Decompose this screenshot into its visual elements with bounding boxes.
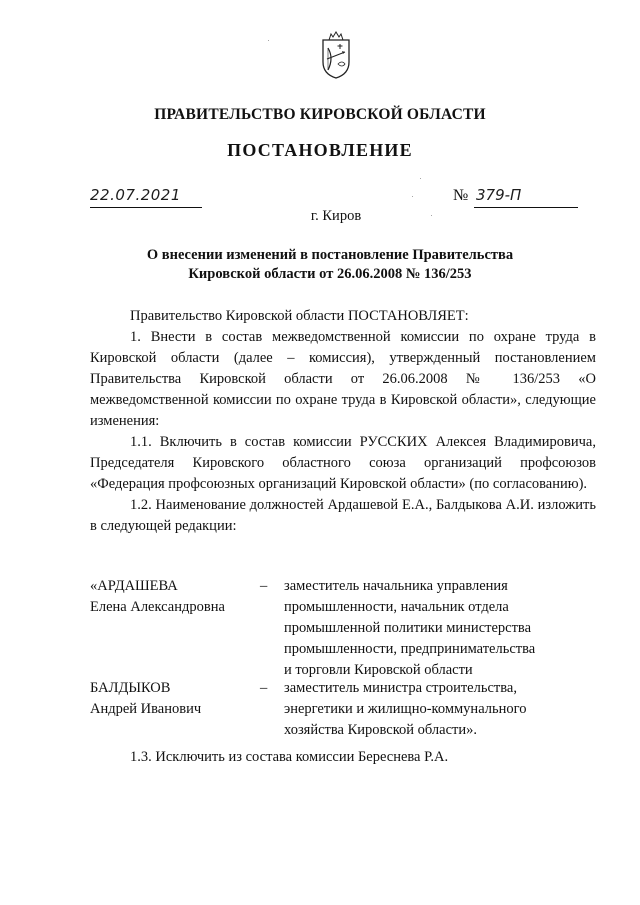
member-surname: БАЛДЫКОВ (90, 680, 171, 696)
member-role (284, 678, 596, 741)
paragraph-1-2: 1.2. Наименование должностей Ардашевой Е.А., Балдыкова А.И. изложить в следующей редакции: (90, 497, 596, 534)
member-dash: – (260, 680, 268, 696)
member-row-ardasheva (90, 576, 596, 681)
document-number: 379-П (474, 185, 578, 208)
document-subject (120, 246, 540, 284)
member-role-line: заместитель министра строительства, (284, 680, 517, 696)
scan-speck (431, 215, 432, 216)
paragraph-1-1: 1.1. Включить в состав комиссии РУССКИХ Алексея Владимировича, Председателя Кировского областного союза организаций профсоюзов «Федерация профсоюзных организаций Кировской области» (по согласованию). (90, 434, 596, 492)
paragraph-1: 1. Внести в состав межведомственной комиссии по охране труда в Кировской области (далее – комиссия), утвержденный постановлением Правительства Кировской области от 26.06.2008 № 136/253 «О межведомственной комиссии по охране труда в Кировской области», следующие изменения: (90, 329, 596, 429)
scan-speck (268, 40, 269, 41)
government-title: ПРАВИТЕЛЬСТВО КИРОВСКОЙ ОБЛАСТИ (154, 106, 486, 123)
member-role-line: промышленности, предпринимательства (284, 641, 536, 657)
member-given-name: Андрей Иванович (90, 701, 202, 717)
member-role-line: промышленности, начальник отдела (284, 599, 509, 615)
member-role-line: хозяйства Кировской области». (284, 722, 478, 738)
document-type-title: ПОСТАНОВЛЕНИЕ (227, 140, 413, 160)
subject-line-2: Кировской области от 26.06.2008 № 136/253 (188, 266, 472, 282)
subject-line-1: О внесении изменений в постановление Правительства (146, 247, 514, 263)
member-dash: – (260, 578, 268, 594)
member-name (90, 678, 260, 741)
member-row-baldykov (90, 678, 596, 741)
member-role-line: промышленной политики министерства (284, 620, 532, 636)
paragraph-1-3: 1.3. Исключить из состава комиссии Береснева Р.А. (130, 749, 449, 765)
scan-speck (412, 196, 413, 197)
document-date: 22.07.2021 (90, 185, 202, 208)
member-name (90, 576, 260, 681)
member-role-line: заместитель начальника управления (284, 578, 508, 594)
member-role-line: энергетики и жилищно-коммунального (284, 701, 527, 717)
preamble: Правительство Кировской области ПОСТАНОВЛЯЕТ: (130, 308, 469, 324)
member-surname: «АРДАШЕВА (90, 578, 178, 594)
member-given-name: Елена Александровна (90, 599, 225, 615)
member-role-line: и торговли Кировской области (284, 662, 473, 678)
document-body (90, 306, 596, 537)
number-label: № (453, 187, 469, 204)
member-role (284, 576, 596, 681)
kirov-oblast-coat-of-arms-icon (320, 30, 352, 80)
city: г. Киров (310, 208, 362, 224)
scan-speck (420, 178, 421, 179)
